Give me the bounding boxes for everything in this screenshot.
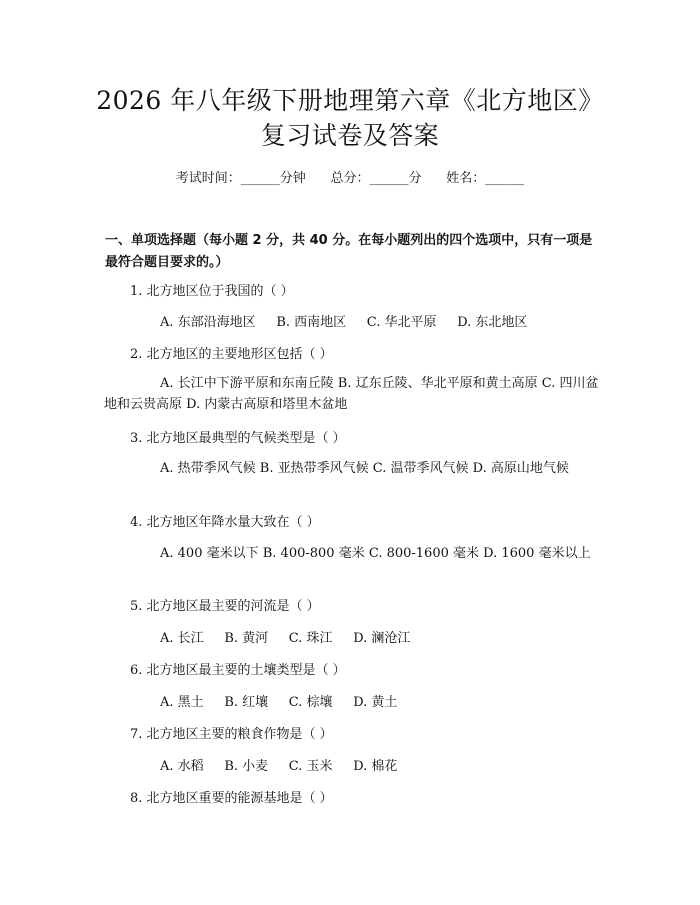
question-options: A. 400 毫米以下 B. 400-800 毫米 C. 800-1600 毫米 D. 1600 毫米以上: [160, 546, 591, 561]
question-stem: 6. 北方地区最主要的土壤类型是（ ）: [130, 663, 346, 678]
page-subtitle: 复习试卷及答案: [260, 121, 440, 150]
question-options: A. 长江 B. 黄河 C. 珠江 D. 澜沧江: [160, 631, 411, 646]
question-options: A. 黑土 B. 红壤 C. 棕壤 D. 黄土: [160, 695, 398, 710]
question-options: A. 长江中下游平原和东南丘陵 B. 辽东丘陵、华北平原和黄土高原 C. 四川盆地和云贵高原 D. 内蒙古高原和塔里木盆地: [104, 376, 599, 412]
page-title: 2026 年八年级下册地理第六章《北方地区》: [96, 86, 604, 115]
question-stem: 8. 北方地区重要的能源基地是（ ）: [130, 791, 333, 806]
question-options: A. 东部沿海地区 B. 西南地区 C. 华北平原 D. 东北地区: [160, 315, 528, 330]
question-stem: 4. 北方地区年降水量大致在（ ）: [130, 515, 320, 530]
question-stem: 2. 北方地区的主要地形区包括（ ）: [130, 347, 333, 362]
section-heading: 一、单项选择题（每小题 2 分，共 40 分。在每小题列出的四个选项中，只有一项是最符合题目要求的。）: [105, 233, 593, 270]
question-stem: 1. 北方地区位于我国的（ ）: [130, 284, 294, 299]
question-stem: 3. 北方地区最典型的气候类型是（ ）: [130, 431, 346, 446]
question-options: A. 热带季风气候 B. 亚热带季风气候 C. 温带季风气候 D. 高原山地气候: [160, 461, 569, 476]
question-options: A. 水稻 B. 小麦 C. 玉米 D. 棉花: [160, 759, 398, 774]
question-stem: 5. 北方地区最主要的河流是（ ）: [130, 599, 320, 614]
exam-meta-line: 考试时间：______分钟 总分：______分 姓名：______: [175, 171, 525, 186]
question-stem: 7. 北方地区主要的粮食作物是（ ）: [130, 727, 333, 742]
